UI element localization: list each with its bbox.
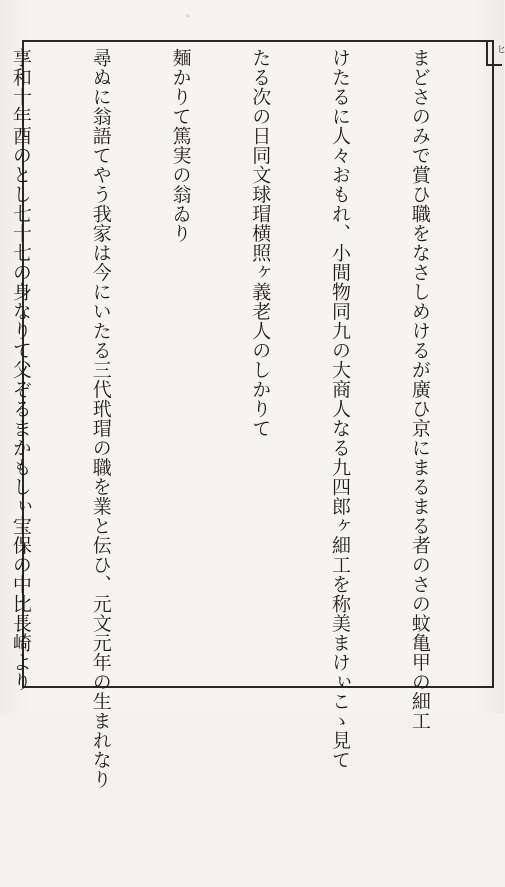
text-column-3: たる次の日同文球瑁横照ヶ義老人のしかりて [249, 48, 272, 438]
text-column-6: 享和十年酉のとし七十七の身なりて父ぞるまかもしぃ宝保の中比長崎より [9, 48, 32, 692]
main-text-block [9, 48, 486, 789]
text-column-1: まどさのみで賞ひ職をなさしめけるが廣ひ京にまるまる者のさの蚊亀甲の細工 [408, 48, 431, 731]
text-column-2: けたるに人々おもれ、小間物同九の大商人なる九四郎ヶ細工を称美まけぃこゝ見て [329, 48, 352, 770]
edge-fragment: ヒ [494, 44, 505, 54]
text-column-4: 麺かりて篤実の翁ゐり [169, 48, 192, 243]
text-column-5: 尋ぬに翁語てやう我家は今にいたる三代玳瑁の職を業と伝ひ、元文元年の生まれなり [89, 48, 112, 789]
folio-mark: 。 [186, 9, 196, 19]
